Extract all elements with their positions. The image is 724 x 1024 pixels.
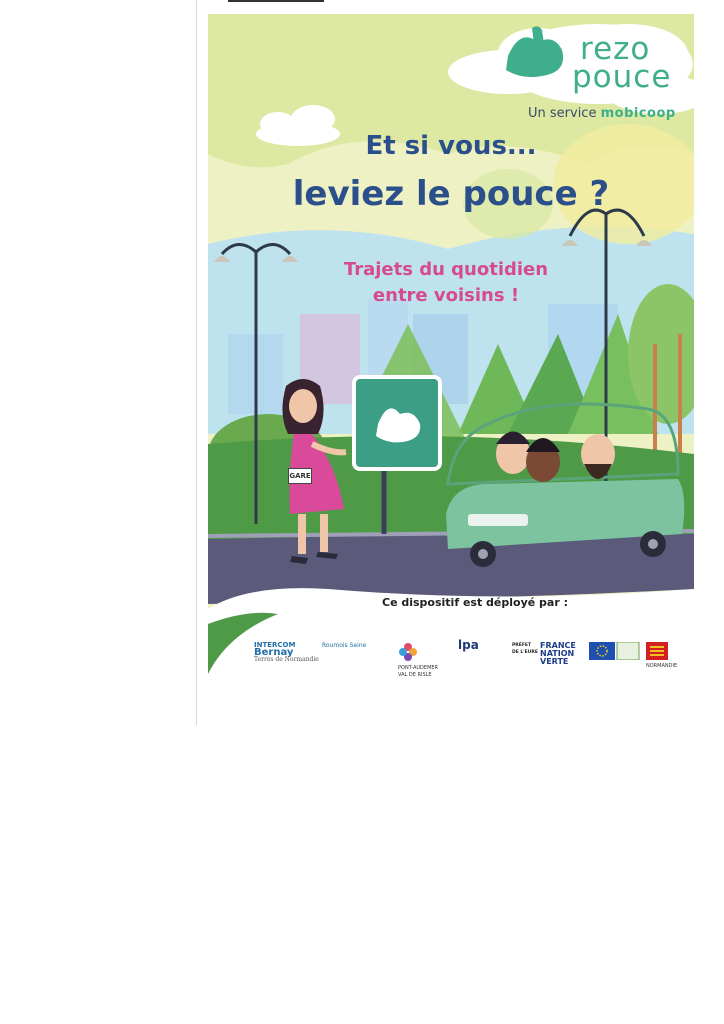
gare-badge: GARE bbox=[288, 468, 312, 484]
partner-logo-pont-audemer bbox=[398, 642, 448, 682]
partner-prefet-line2: DE L'EURE bbox=[512, 650, 538, 655]
subheadline-line-1: Trajets du quotidien bbox=[343, 259, 549, 280]
partner-fnv-line1: FRANCE bbox=[540, 641, 576, 650]
deploy-caption: Ce dispositif est déployé par : bbox=[382, 596, 568, 609]
partner-logo-eu-leader bbox=[589, 642, 643, 682]
partner-logo-bernay bbox=[254, 642, 320, 682]
logo-wordmark-rezo: rezo bbox=[580, 31, 651, 67]
partner-roumois-text: Roumois Seine bbox=[322, 642, 367, 649]
partner-logo-france-nation-verte bbox=[540, 642, 584, 682]
flower-icon bbox=[398, 642, 418, 662]
logo-tagline-prefix: Un service bbox=[528, 106, 597, 121]
partner-logo-lpa bbox=[458, 638, 508, 682]
partner-lpa-name: lpa bbox=[458, 638, 479, 652]
partner-fnv-line2: NATION bbox=[540, 649, 575, 658]
poster bbox=[208, 14, 694, 716]
partner-bernay-line2: Bernay bbox=[254, 647, 294, 658]
headline-line-1: Et si vous... bbox=[365, 131, 537, 161]
logo-tagline-brand: mobicoop bbox=[600, 106, 676, 121]
partner-norm-text: NORMANDIE bbox=[646, 663, 678, 669]
subheadline-line-2: entre voisins ! bbox=[372, 285, 520, 306]
partner-logo-normandie bbox=[646, 642, 682, 682]
eu-flag-icon bbox=[589, 642, 641, 660]
logo-wordmark-pouce: pouce bbox=[572, 59, 672, 95]
headline-line-2: leviez le pouce ? bbox=[292, 174, 610, 214]
partner-bernay-line1: INTERCOM bbox=[254, 641, 296, 649]
scan-edge-mark bbox=[228, 0, 324, 2]
partner-logo-prefet bbox=[512, 642, 540, 682]
partner-logo-roumois bbox=[322, 642, 388, 682]
partner-prefet-line1: PRÉFET bbox=[512, 643, 532, 648]
scan-edge-line bbox=[196, 0, 197, 725]
logo-tagline bbox=[528, 106, 676, 121]
normandie-flag-icon bbox=[646, 642, 668, 660]
partner-pont-text: PONT-AUDEMER VAL DE RISLE bbox=[398, 665, 439, 678]
rezo-pouce-logo bbox=[500, 20, 680, 130]
partner-fnv-line3: VERTE bbox=[540, 657, 569, 666]
partner-bernay-line3: Terres de Normandie bbox=[254, 656, 319, 663]
